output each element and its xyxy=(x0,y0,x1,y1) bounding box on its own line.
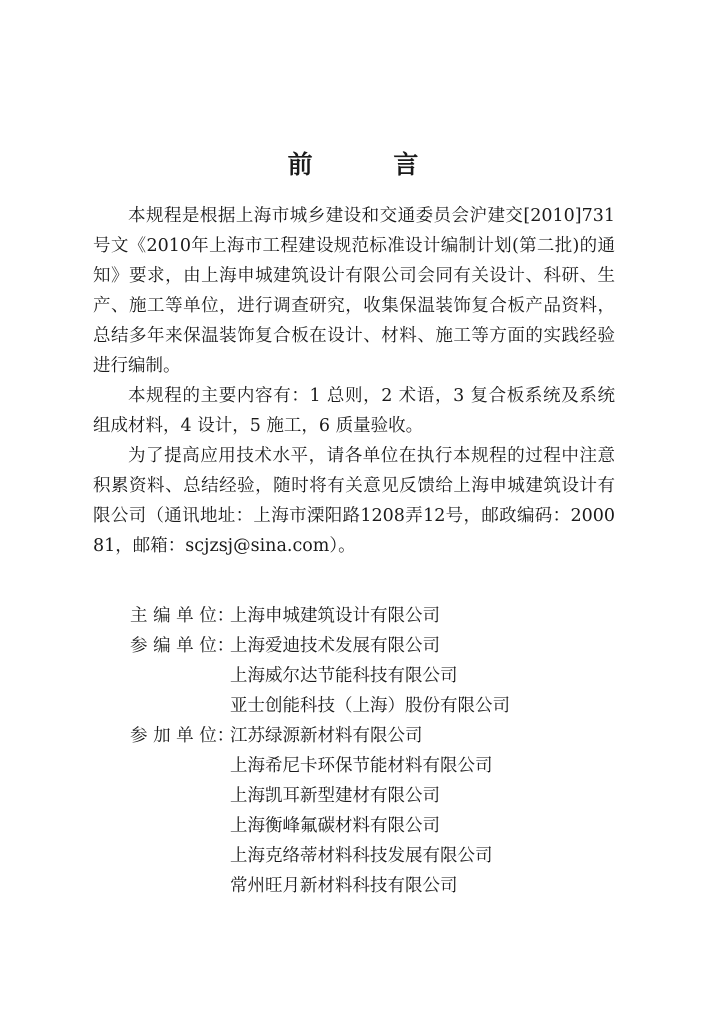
unit-label: 参 编 单 位： xyxy=(130,636,235,656)
participating-units xyxy=(130,721,570,901)
unit-name: 上海爱迪技术发展有限公司 xyxy=(230,636,440,656)
page-title: 前 言 xyxy=(287,150,455,179)
unit-label: 主 编 单 位： xyxy=(130,606,235,626)
unit-name: 上海申城建筑设计有限公司 xyxy=(230,606,440,626)
unit-name: 亚士创能科技（上海）股份有限公司 xyxy=(230,696,510,716)
preface-paragraph: 为了提高应用技术水平，请各单位在执行本规程的过程中注意积累资料、总结经验，随时将有关意见反馈给上海申城建筑设计有限公司（通讯地址：上海市溧阳路1208弄12号，邮政编码：200081，邮箱：scjzsj@sina.com）。 xyxy=(93,446,615,556)
organization-list xyxy=(130,601,570,901)
unit-name: 上海威尔达节能科技有限公司 xyxy=(230,666,458,686)
unit-row xyxy=(130,631,570,661)
unit-row xyxy=(130,781,570,811)
unit-name: 常州旺月新材料科技有限公司 xyxy=(230,876,458,896)
unit-name: 上海凯耳新型建材有限公司 xyxy=(230,786,440,806)
unit-row xyxy=(130,691,570,721)
unit-name: 上海克络蒂材料科技发展有限公司 xyxy=(230,846,493,866)
unit-label: 参 加 单 位： xyxy=(130,726,235,746)
chief-editor-units xyxy=(130,601,570,631)
unit-row xyxy=(130,841,570,871)
unit-name: 江苏绿源新材料有限公司 xyxy=(230,726,423,746)
unit-row xyxy=(130,601,570,631)
preface-body xyxy=(93,201,615,561)
preface-paragraph: 本规程的主要内容有：1 总则，2 术语，3 复合板系统及系统组成材料，4 设计，5 施工，6 质量验收。 xyxy=(93,386,615,436)
unit-row xyxy=(130,721,570,751)
unit-row xyxy=(130,871,570,901)
unit-row xyxy=(130,811,570,841)
preface-paragraph: 本规程是根据上海市城乡建设和交通委员会沪建交[2010]731号文《2010年上海市工程建设规范标准设计编制计划(第二批)的通知》要求，由上海申城建筑设计有限公司会同有关设计、科研、生产、施工等单位，进行调查研究，收集保温装饰复合板产品资料，总结多年来保温装饰复合板在设计、材料、施工等方面的实践经验进行编制。 xyxy=(93,206,615,376)
unit-name: 上海希尼卡环保节能材料有限公司 xyxy=(230,756,493,776)
unit-name: 上海衡峰氟碳材料有限公司 xyxy=(230,816,440,836)
unit-row xyxy=(130,661,570,691)
unit-row xyxy=(130,751,570,781)
participating-editor-units xyxy=(130,631,570,721)
